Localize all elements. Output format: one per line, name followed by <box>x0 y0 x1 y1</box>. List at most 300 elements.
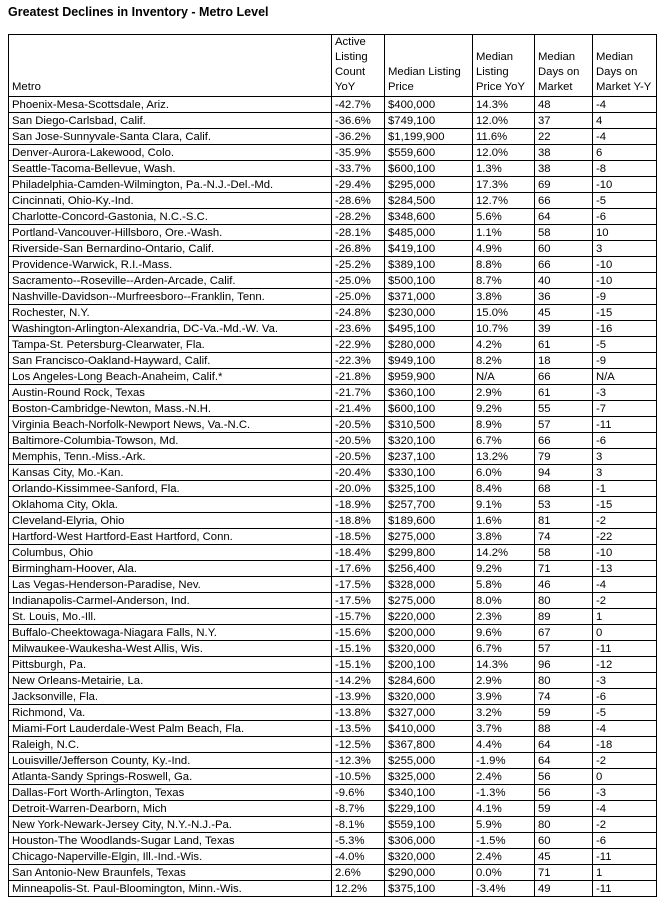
median-price-cell: $290,000 <box>385 865 473 881</box>
active-listing-yoy-cell: -18.5% <box>332 529 385 545</box>
metro-cell: Las Vegas-Henderson-Paradise, Nev. <box>9 577 332 593</box>
table-row <box>9 129 657 145</box>
days-on-market-cell: 64 <box>535 737 593 753</box>
days-on-market-cell: 22 <box>535 129 593 145</box>
table-row <box>9 737 657 753</box>
days-on-market-cell: 71 <box>535 561 593 577</box>
active-listing-yoy-cell: -36.6% <box>332 113 385 129</box>
median-price-cell: $949,100 <box>385 353 473 369</box>
days-on-market-yy-cell: -2 <box>593 513 657 529</box>
median-price-cell: $255,000 <box>385 753 473 769</box>
days-on-market-cell: 58 <box>535 545 593 561</box>
median-price-cell: $229,100 <box>385 801 473 817</box>
median-price-yoy-cell: 0.0% <box>473 865 535 881</box>
active-listing-yoy-cell: -28.1% <box>332 225 385 241</box>
table-row <box>9 609 657 625</box>
table-row <box>9 449 657 465</box>
median-price-yoy-cell: 2.4% <box>473 769 535 785</box>
metro-cell: Birmingham-Hoover, Ala. <box>9 561 332 577</box>
days-on-market-yy-cell: 0 <box>593 769 657 785</box>
days-on-market-cell: 39 <box>535 321 593 337</box>
days-on-market-cell: 38 <box>535 161 593 177</box>
days-on-market-cell: 53 <box>535 497 593 513</box>
active-listing-yoy-cell: -13.8% <box>332 705 385 721</box>
median-price-cell: $325,100 <box>385 481 473 497</box>
days-on-market-yy-cell: -4 <box>593 721 657 737</box>
median-price-yoy-cell: 5.9% <box>473 817 535 833</box>
days-on-market-yy-cell: -1 <box>593 481 657 497</box>
metro-cell: Indianapolis-Carmel-Anderson, Ind. <box>9 593 332 609</box>
median-price-yoy-cell: 12.0% <box>473 113 535 129</box>
median-price-cell: $495,100 <box>385 321 473 337</box>
table-row <box>9 321 657 337</box>
days-on-market-cell: 80 <box>535 817 593 833</box>
median-price-yoy-cell: -1.5% <box>473 833 535 849</box>
table-row <box>9 833 657 849</box>
metro-cell: Louisville/Jefferson County, Ky.-Ind. <box>9 753 332 769</box>
metro-cell: Seattle-Tacoma-Bellevue, Wash. <box>9 161 332 177</box>
active-listing-yoy-cell: -18.9% <box>332 497 385 513</box>
median-price-yoy-cell: 8.9% <box>473 417 535 433</box>
days-on-market-yy-cell: -4 <box>593 129 657 145</box>
days-on-market-cell: 45 <box>535 305 593 321</box>
days-on-market-yy-cell: 10 <box>593 225 657 241</box>
days-on-market-yy-cell: -10 <box>593 177 657 193</box>
days-on-market-yy-cell: -6 <box>593 833 657 849</box>
table-row <box>9 721 657 737</box>
days-on-market-cell: 64 <box>535 209 593 225</box>
median-price-yoy-cell: 15.0% <box>473 305 535 321</box>
metro-cell: Milwaukee-Waukesha-West Allis, Wis. <box>9 641 332 657</box>
metro-cell: St. Louis, Mo.-Ill. <box>9 609 332 625</box>
days-on-market-cell: 79 <box>535 449 593 465</box>
median-price-cell: $559,100 <box>385 817 473 833</box>
active-listing-yoy-cell: -8.1% <box>332 817 385 833</box>
column-header-median-listing-price-yoy: Median Listing Price YoY <box>473 35 535 97</box>
median-price-yoy-cell: 14.3% <box>473 657 535 673</box>
days-on-market-yy-cell: 1 <box>593 609 657 625</box>
table-row <box>9 337 657 353</box>
median-price-yoy-cell: -1.3% <box>473 785 535 801</box>
metro-inventory-table <box>8 34 657 897</box>
table-row <box>9 577 657 593</box>
days-on-market-cell: 36 <box>535 289 593 305</box>
days-on-market-yy-cell: -11 <box>593 641 657 657</box>
median-price-cell: $959,900 <box>385 369 473 385</box>
median-price-cell: $320,000 <box>385 641 473 657</box>
metro-cell: Baltimore-Columbia-Towson, Md. <box>9 433 332 449</box>
table-row <box>9 353 657 369</box>
median-price-yoy-cell: 17.3% <box>473 177 535 193</box>
days-on-market-yy-cell: -4 <box>593 801 657 817</box>
table-row <box>9 785 657 801</box>
days-on-market-yy-cell: -6 <box>593 209 657 225</box>
days-on-market-yy-cell: -22 <box>593 529 657 545</box>
metro-cell: San Francisco-Oakland-Hayward, Calif. <box>9 353 332 369</box>
days-on-market-yy-cell: -18 <box>593 737 657 753</box>
table-row <box>9 193 657 209</box>
days-on-market-yy-cell: -11 <box>593 881 657 897</box>
active-listing-yoy-cell: -23.6% <box>332 321 385 337</box>
days-on-market-cell: 66 <box>535 369 593 385</box>
days-on-market-cell: 40 <box>535 273 593 289</box>
metro-cell: Portland-Vancouver-Hillsboro, Ore.-Wash. <box>9 225 332 241</box>
active-listing-yoy-cell: -21.4% <box>332 401 385 417</box>
days-on-market-yy-cell: -13 <box>593 561 657 577</box>
days-on-market-yy-cell: -9 <box>593 353 657 369</box>
days-on-market-yy-cell: -2 <box>593 753 657 769</box>
active-listing-yoy-cell: -24.8% <box>332 305 385 321</box>
days-on-market-cell: 37 <box>535 113 593 129</box>
median-price-yoy-cell: 2.9% <box>473 673 535 689</box>
metro-cell: Detroit-Warren-Dearborn, Mich <box>9 801 332 817</box>
active-listing-yoy-cell: 2.6% <box>332 865 385 881</box>
days-on-market-cell: 66 <box>535 193 593 209</box>
median-price-cell: $389,100 <box>385 257 473 273</box>
metro-cell: Phoenix-Mesa-Scottsdale, Ariz. <box>9 97 332 113</box>
days-on-market-yy-cell: -4 <box>593 97 657 113</box>
page-title: Greatest Declines in Inventory - Metro Level <box>8 5 269 19</box>
active-listing-yoy-cell: -21.8% <box>332 369 385 385</box>
metro-cell: Richmond, Va. <box>9 705 332 721</box>
column-header-median-days-on-market: Median Days on Market <box>535 35 593 97</box>
median-price-cell: $306,000 <box>385 833 473 849</box>
days-on-market-cell: 60 <box>535 833 593 849</box>
median-price-cell: $325,000 <box>385 769 473 785</box>
table-row <box>9 225 657 241</box>
active-listing-yoy-cell: -18.4% <box>332 545 385 561</box>
active-listing-yoy-cell: -18.8% <box>332 513 385 529</box>
days-on-market-yy-cell: -11 <box>593 417 657 433</box>
table-row <box>9 513 657 529</box>
table-row <box>9 561 657 577</box>
header-row <box>9 35 657 97</box>
median-price-cell: $485,000 <box>385 225 473 241</box>
median-price-cell: $299,800 <box>385 545 473 561</box>
days-on-market-yy-cell: -2 <box>593 593 657 609</box>
median-price-yoy-cell: 2.4% <box>473 849 535 865</box>
median-price-yoy-cell: 8.0% <box>473 593 535 609</box>
table-row <box>9 145 657 161</box>
metro-cell: Philadelphia-Camden-Wilmington, Pa.-N.J.-Del.-Md. <box>9 177 332 193</box>
active-listing-yoy-cell: -15.1% <box>332 657 385 673</box>
median-price-yoy-cell: 1.3% <box>473 161 535 177</box>
table-row <box>9 673 657 689</box>
median-price-yoy-cell: 8.8% <box>473 257 535 273</box>
days-on-market-yy-cell: 0 <box>593 625 657 641</box>
days-on-market-cell: 59 <box>535 801 593 817</box>
median-price-yoy-cell: 6.7% <box>473 433 535 449</box>
days-on-market-yy-cell: -5 <box>593 705 657 721</box>
median-price-yoy-cell: 5.8% <box>473 577 535 593</box>
median-price-yoy-cell: 10.7% <box>473 321 535 337</box>
median-price-cell: $419,100 <box>385 241 473 257</box>
median-price-cell: $280,000 <box>385 337 473 353</box>
median-price-cell: $200,000 <box>385 625 473 641</box>
metro-cell: New Orleans-Metairie, La. <box>9 673 332 689</box>
table-row <box>9 769 657 785</box>
active-listing-yoy-cell: -8.7% <box>332 801 385 817</box>
median-price-cell: $749,100 <box>385 113 473 129</box>
metro-cell: Chicago-Naperville-Elgin, Ill.-Ind.-Wis. <box>9 849 332 865</box>
metro-cell: New York-Newark-Jersey City, N.Y.-N.J.-Pa. <box>9 817 332 833</box>
days-on-market-cell: 58 <box>535 225 593 241</box>
metro-cell: Denver-Aurora-Lakewood, Colo. <box>9 145 332 161</box>
median-price-yoy-cell: 4.1% <box>473 801 535 817</box>
metro-cell: Austin-Round Rock, Texas <box>9 385 332 401</box>
days-on-market-yy-cell: -3 <box>593 785 657 801</box>
days-on-market-yy-cell: -5 <box>593 193 657 209</box>
median-price-yoy-cell: 14.3% <box>473 97 535 113</box>
days-on-market-cell: 94 <box>535 465 593 481</box>
days-on-market-cell: 60 <box>535 241 593 257</box>
days-on-market-cell: 55 <box>535 401 593 417</box>
median-price-yoy-cell: 13.2% <box>473 449 535 465</box>
metro-cell: Buffalo-Cheektowaga-Niagara Falls, N.Y. <box>9 625 332 641</box>
days-on-market-yy-cell: -16 <box>593 321 657 337</box>
days-on-market-cell: 18 <box>535 353 593 369</box>
days-on-market-yy-cell: -10 <box>593 545 657 561</box>
table-row <box>9 753 657 769</box>
days-on-market-yy-cell: 3 <box>593 241 657 257</box>
median-price-cell: $284,600 <box>385 673 473 689</box>
metro-cell: Kansas City, Mo.-Kan. <box>9 465 332 481</box>
median-price-cell: $600,100 <box>385 401 473 417</box>
median-price-yoy-cell: 4.4% <box>473 737 535 753</box>
active-listing-yoy-cell: -17.5% <box>332 593 385 609</box>
table-row <box>9 385 657 401</box>
days-on-market-cell: 81 <box>535 513 593 529</box>
median-price-cell: $295,000 <box>385 177 473 193</box>
days-on-market-yy-cell: -15 <box>593 305 657 321</box>
active-listing-yoy-cell: -14.2% <box>332 673 385 689</box>
median-price-cell: $284,500 <box>385 193 473 209</box>
days-on-market-cell: 71 <box>535 865 593 881</box>
table-row <box>9 641 657 657</box>
metro-cell: Memphis, Tenn.-Miss.-Ark. <box>9 449 332 465</box>
active-listing-yoy-cell: -20.4% <box>332 465 385 481</box>
active-listing-yoy-cell: -13.5% <box>332 721 385 737</box>
metro-cell: Houston-The Woodlands-Sugar Land, Texas <box>9 833 332 849</box>
table-row <box>9 545 657 561</box>
table-row <box>9 705 657 721</box>
median-price-yoy-cell: 9.2% <box>473 401 535 417</box>
table-row <box>9 849 657 865</box>
metro-cell: Pittsburgh, Pa. <box>9 657 332 673</box>
days-on-market-yy-cell: -4 <box>593 577 657 593</box>
median-price-cell: $500,100 <box>385 273 473 289</box>
active-listing-yoy-cell: -25.0% <box>332 289 385 305</box>
days-on-market-cell: 80 <box>535 673 593 689</box>
days-on-market-yy-cell: -10 <box>593 273 657 289</box>
metro-cell: Miami-Fort Lauderdale-West Palm Beach, Fla. <box>9 721 332 737</box>
metro-cell: Oklahoma City, Okla. <box>9 497 332 513</box>
days-on-market-cell: 88 <box>535 721 593 737</box>
table-row <box>9 273 657 289</box>
median-price-cell: $320,000 <box>385 689 473 705</box>
days-on-market-yy-cell: -6 <box>593 689 657 705</box>
table-row <box>9 177 657 193</box>
active-listing-yoy-cell: -25.0% <box>332 273 385 289</box>
days-on-market-cell: 56 <box>535 769 593 785</box>
active-listing-yoy-cell: -15.7% <box>332 609 385 625</box>
active-listing-yoy-cell: -22.3% <box>332 353 385 369</box>
median-price-yoy-cell: 12.0% <box>473 145 535 161</box>
median-price-cell: $257,700 <box>385 497 473 513</box>
table-row <box>9 97 657 113</box>
days-on-market-cell: 74 <box>535 529 593 545</box>
median-price-yoy-cell: 3.8% <box>473 289 535 305</box>
median-price-yoy-cell: 9.1% <box>473 497 535 513</box>
median-price-cell: $189,600 <box>385 513 473 529</box>
days-on-market-yy-cell: -10 <box>593 257 657 273</box>
median-price-yoy-cell: 8.4% <box>473 481 535 497</box>
table-row <box>9 881 657 897</box>
table-row <box>9 497 657 513</box>
active-listing-yoy-cell: -22.9% <box>332 337 385 353</box>
active-listing-yoy-cell: -20.5% <box>332 433 385 449</box>
metro-cell: Jacksonville, Fla. <box>9 689 332 705</box>
active-listing-yoy-cell: -15.6% <box>332 625 385 641</box>
table-row <box>9 481 657 497</box>
metro-cell: Virginia Beach-Norfolk-Newport News, Va.-N.C. <box>9 417 332 433</box>
median-price-yoy-cell: -3.4% <box>473 881 535 897</box>
active-listing-yoy-cell: -26.8% <box>332 241 385 257</box>
days-on-market-cell: 66 <box>535 257 593 273</box>
median-price-cell: $330,100 <box>385 465 473 481</box>
median-price-cell: $367,800 <box>385 737 473 753</box>
metro-cell: Los Angeles-Long Beach-Anaheim, Calif.* <box>9 369 332 385</box>
active-listing-yoy-cell: -36.2% <box>332 129 385 145</box>
days-on-market-yy-cell: -9 <box>593 289 657 305</box>
metro-cell: Rochester, N.Y. <box>9 305 332 321</box>
column-header-median-days-on-market-yy: Median Days on Market Y-Y <box>593 35 657 97</box>
median-price-cell: $275,000 <box>385 529 473 545</box>
days-on-market-yy-cell: 4 <box>593 113 657 129</box>
median-price-cell: $400,000 <box>385 97 473 113</box>
column-header-active-listing-count-yoy: Active Listing Count YoY <box>332 35 385 97</box>
median-price-yoy-cell: 3.2% <box>473 705 535 721</box>
median-price-yoy-cell: 12.7% <box>473 193 535 209</box>
table-row <box>9 161 657 177</box>
median-price-yoy-cell: 14.2% <box>473 545 535 561</box>
active-listing-yoy-cell: -12.5% <box>332 737 385 753</box>
median-price-cell: $275,000 <box>385 593 473 609</box>
metro-cell: San Jose-Sunnyvale-Santa Clara, Calif. <box>9 129 332 145</box>
days-on-market-yy-cell: 1 <box>593 865 657 881</box>
days-on-market-cell: 49 <box>535 881 593 897</box>
median-price-yoy-cell: 11.6% <box>473 129 535 145</box>
median-price-yoy-cell: -1.9% <box>473 753 535 769</box>
median-price-cell: $220,000 <box>385 609 473 625</box>
table-row <box>9 113 657 129</box>
active-listing-yoy-cell: -15.1% <box>332 641 385 657</box>
days-on-market-yy-cell: -5 <box>593 337 657 353</box>
metro-cell: Orlando-Kissimmee-Sanford, Fla. <box>9 481 332 497</box>
active-listing-yoy-cell: -5.3% <box>332 833 385 849</box>
column-header-median-listing-price: Median Listing Price <box>385 35 473 97</box>
median-price-cell: $327,000 <box>385 705 473 721</box>
days-on-market-cell: 74 <box>535 689 593 705</box>
metro-cell: Washington-Arlington-Alexandria, DC-Va.-Md.-W. Va. <box>9 321 332 337</box>
active-listing-yoy-cell: -9.6% <box>332 785 385 801</box>
median-price-cell: $1,199,900 <box>385 129 473 145</box>
median-price-cell: $559,600 <box>385 145 473 161</box>
active-listing-yoy-cell: -20.0% <box>332 481 385 497</box>
days-on-market-cell: 64 <box>535 753 593 769</box>
median-price-cell: $348,600 <box>385 209 473 225</box>
median-price-yoy-cell: 8.2% <box>473 353 535 369</box>
column-header-metro: Metro <box>9 35 332 97</box>
days-on-market-cell: 68 <box>535 481 593 497</box>
metro-cell: San Diego-Carlsbad, Calif. <box>9 113 332 129</box>
days-on-market-cell: 80 <box>535 593 593 609</box>
active-listing-yoy-cell: -13.9% <box>332 689 385 705</box>
active-listing-yoy-cell: -33.7% <box>332 161 385 177</box>
median-price-yoy-cell: 1.1% <box>473 225 535 241</box>
table-row <box>9 689 657 705</box>
days-on-market-yy-cell: -7 <box>593 401 657 417</box>
active-listing-yoy-cell: -20.5% <box>332 449 385 465</box>
active-listing-yoy-cell: 12.2% <box>332 881 385 897</box>
active-listing-yoy-cell: -20.5% <box>332 417 385 433</box>
days-on-market-cell: 61 <box>535 337 593 353</box>
days-on-market-cell: 66 <box>535 433 593 449</box>
days-on-market-cell: 96 <box>535 657 593 673</box>
table-row <box>9 401 657 417</box>
table-row <box>9 417 657 433</box>
median-price-yoy-cell: 9.6% <box>473 625 535 641</box>
table-row <box>9 593 657 609</box>
table-row <box>9 801 657 817</box>
median-price-yoy-cell: 4.2% <box>473 337 535 353</box>
median-price-yoy-cell: N/A <box>473 369 535 385</box>
median-price-yoy-cell: 9.2% <box>473 561 535 577</box>
metro-cell: Cincinnati, Ohio-Ky.-Ind. <box>9 193 332 209</box>
days-on-market-cell: 38 <box>535 145 593 161</box>
median-price-cell: $375,100 <box>385 881 473 897</box>
metro-cell: Boston-Cambridge-Newton, Mass.-N.H. <box>9 401 332 417</box>
median-price-yoy-cell: 1.6% <box>473 513 535 529</box>
metro-cell: San Antonio-New Braunfels, Texas <box>9 865 332 881</box>
median-price-cell: $237,100 <box>385 449 473 465</box>
active-listing-yoy-cell: -42.7% <box>332 97 385 113</box>
table-row <box>9 625 657 641</box>
median-price-yoy-cell: 2.9% <box>473 385 535 401</box>
days-on-market-yy-cell: N/A <box>593 369 657 385</box>
table-row <box>9 209 657 225</box>
metro-cell: Sacramento--Roseville--Arden-Arcade, Calif. <box>9 273 332 289</box>
median-price-yoy-cell: 8.7% <box>473 273 535 289</box>
median-price-yoy-cell: 2.3% <box>473 609 535 625</box>
median-price-yoy-cell: 6.0% <box>473 465 535 481</box>
median-price-yoy-cell: 6.7% <box>473 641 535 657</box>
metro-cell: Dallas-Fort Worth-Arlington, Texas <box>9 785 332 801</box>
days-on-market-yy-cell: 3 <box>593 465 657 481</box>
days-on-market-cell: 48 <box>535 97 593 113</box>
metro-cell: Cleveland-Elyria, Ohio <box>9 513 332 529</box>
days-on-market-cell: 57 <box>535 417 593 433</box>
active-listing-yoy-cell: -4.0% <box>332 849 385 865</box>
metro-cell: Charlotte-Concord-Gastonia, N.C.-S.C. <box>9 209 332 225</box>
table-row <box>9 465 657 481</box>
active-listing-yoy-cell: -28.6% <box>332 193 385 209</box>
table-row <box>9 241 657 257</box>
metro-cell: Providence-Warwick, R.I.-Mass. <box>9 257 332 273</box>
days-on-market-yy-cell: 6 <box>593 145 657 161</box>
days-on-market-yy-cell: -15 <box>593 497 657 513</box>
days-on-market-yy-cell: -8 <box>593 161 657 177</box>
